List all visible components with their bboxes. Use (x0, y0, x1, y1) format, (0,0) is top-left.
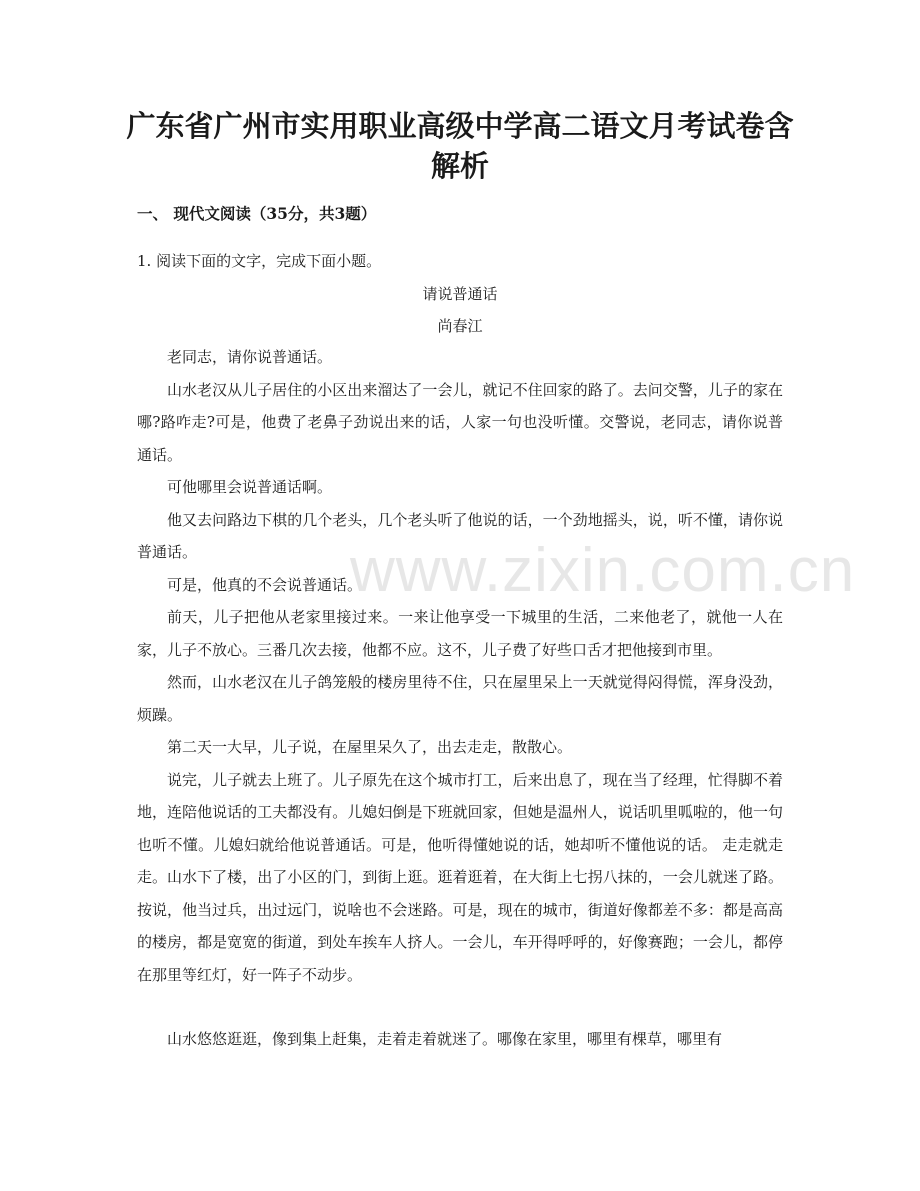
paragraph: 老同志，请你说普通话。 (167, 348, 333, 366)
paragraph: 可是，他真的不会说普通话。 (167, 575, 363, 594)
paragraph: 前天，儿子把他从老家里接过来。一来让他享受一下城里的生活，二来他老了，就他一人在家，儿子不放心。三番几次去接，他都不应。这不，儿子费了好些口舌才把他接到市里。 (137, 608, 783, 659)
paragraph: 说完，儿子就去上班了。儿子原先在这个城市打工，后来出息了，现在当了经理，忙得脚不着地，连陪他说话的工夫都没有。儿媳妇倒是下班就回家，但她是温州人，说话叽里呱啦的，他一句也听不懂。儿媳妇就给他说普通话。可是，他听得懂她说的话，她却听不懂他说的话。 走走就走走。山水下了楼，出了小区的门，到街上逛。逛着逛着，在大街上七拐八抹的，一会儿就迷了路。按说，他当过兵，出过远门，说啥也不会迷路。可是，现在的城市，街道好像都差不多：都是高高的楼房，都是宽宽的街道，到处车挨车人挤人。一会儿，车开得呼呼的，好像赛跑；一会儿，都停在那里等红灯，好一阵子不动步。 (137, 770, 783, 984)
document-title: 广东省广州市实用职业高级中学高二语文月考试卷含解析 (126, 109, 794, 183)
paragraph: 可他哪里会说普通话啊。 (167, 478, 333, 496)
watermark: www.zixin.com.cn (350, 536, 856, 605)
article-body (137, 341, 783, 1056)
paragraph: 然而，山水老汉在儿子鸽笼般的楼房里待不住，只在屋里呆上一天就觉得闷得慌，浑身没劲，烦躁。 (137, 673, 783, 724)
article-author: 尚春江 (437, 317, 483, 335)
article-title: 请说普通话 (422, 285, 498, 303)
paragraph: 第二天一大早，儿子说，在屋里呆久了，出去走走，散散心。 (167, 738, 573, 756)
paragraph: 他又去问路边下棋的几个老头，几个老头听了他说的话，一个劲地摇头，说，听不懂，请你说普通话。 (137, 510, 783, 561)
section-heading: 一、 现代文阅读（35分，共3题） (137, 204, 377, 223)
paragraph: 山水悠悠逛逛，像到集上赶集，走着走着就迷了。哪像在家里，哪里有棵草，哪里有 (167, 1030, 723, 1048)
question-prompt: 1. 阅读下面的文字，完成下面小题。 (137, 252, 382, 270)
paragraph: 山水老汉从儿子居住的小区出来溜达了一会儿，就记不住回家的路了。去问交警，儿子的家在哪?路咋走?可是，他费了老鼻子劲说出来的话，人家一句也没听懂。交警说，老同志，请你说普通话。 (137, 380, 783, 464)
